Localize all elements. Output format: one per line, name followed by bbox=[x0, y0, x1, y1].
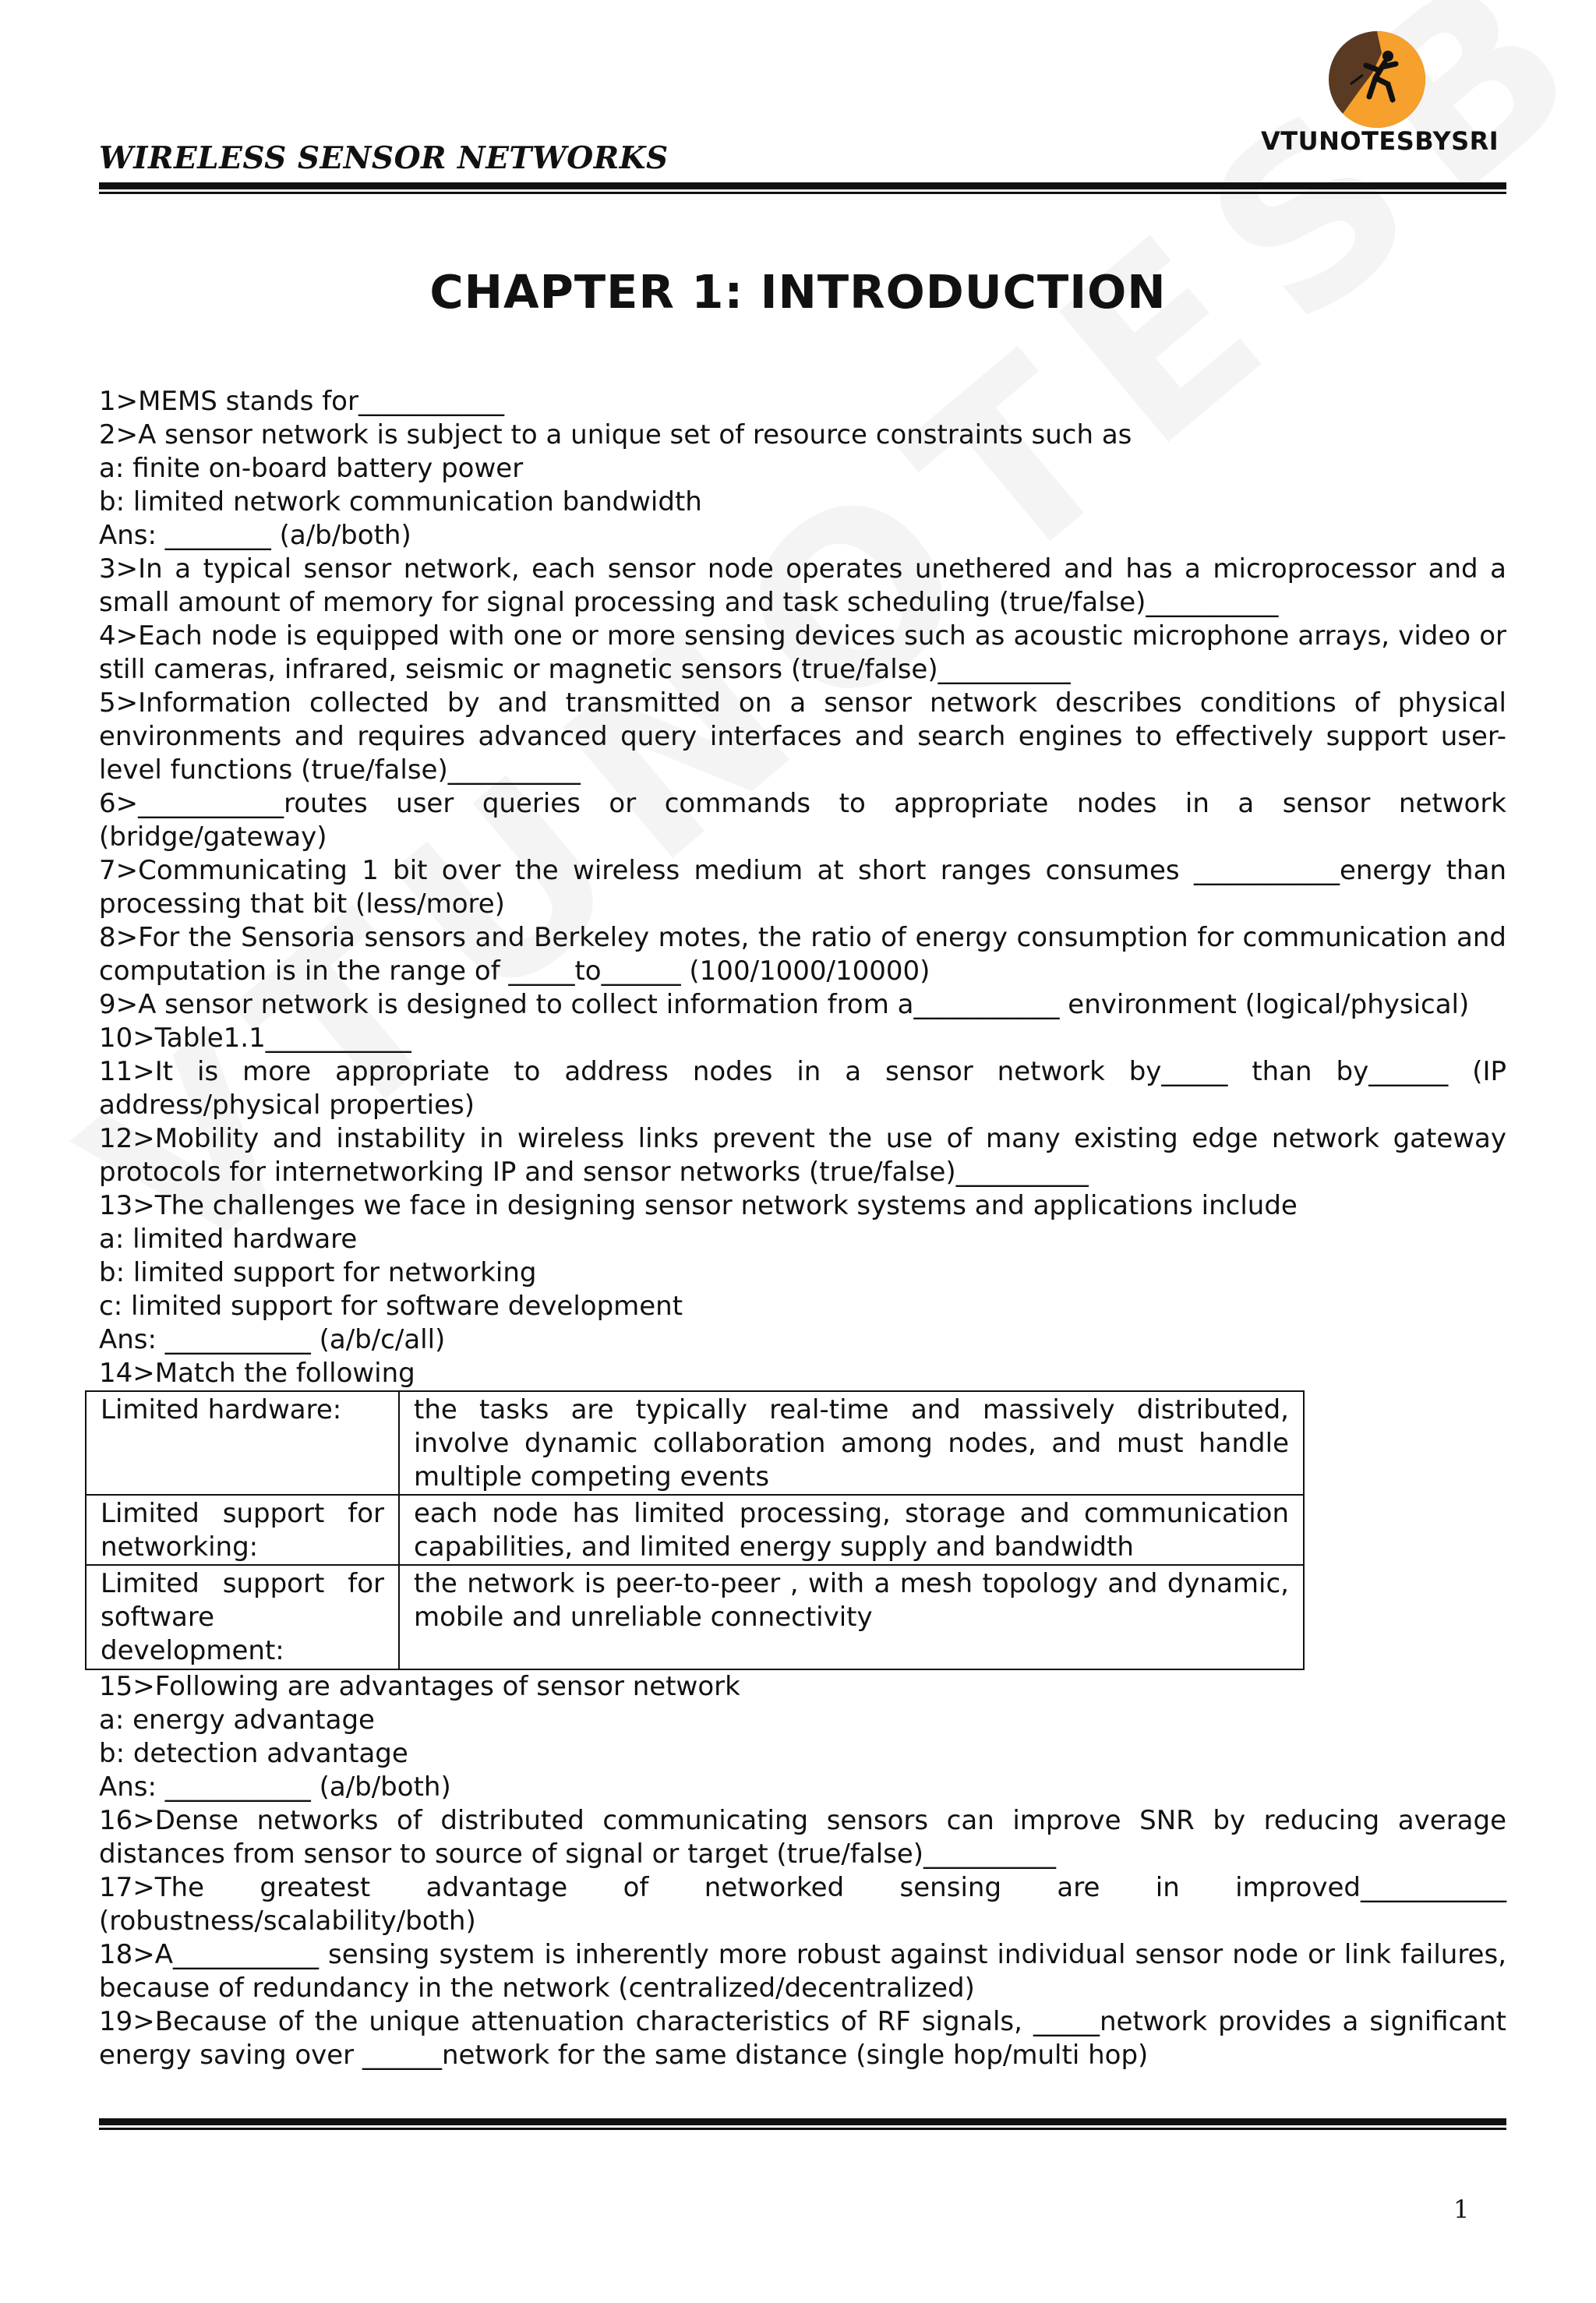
table-row bbox=[86, 1391, 1304, 1495]
question-11: 11>It is more appropriate to address nodes in a sensor network by_____ than by______ (IP address/physical properties) bbox=[99, 1056, 1506, 1121]
question-18: 18>A___________ sensing system is inherently more robust against individual sensor node or link failures, because of redundancy in the network (centralized/decentralized) bbox=[99, 1939, 1506, 2004]
question-8: 8>For the Sensoria sensors and Berkeley motes, the ratio of energy consumption for communication and computation is in the range of _____to______ (100/1000/10000) bbox=[99, 922, 1506, 987]
question-19: 19>Because of the unique attenuation characteristics of RF signals, _____network provides a significant energy saving over ______network for the same distance (single hop/multi hop) bbox=[99, 2006, 1506, 2071]
match-left-cell: Limited hardware: bbox=[86, 1391, 399, 1495]
question-15-answer: Ans: ___________ (a/b/both) bbox=[99, 1771, 451, 1803]
footer-rule bbox=[99, 2118, 1506, 2125]
question-16: 16>Dense networks of distributed communicating sensors can improve SNR by reducing average distances from sensor to source of signal or target (true/false)__________ bbox=[99, 1805, 1506, 1870]
table-row bbox=[86, 1565, 1304, 1669]
question-15: 15>Following are advantages of sensor network bbox=[99, 1671, 740, 1702]
question-13-option-b: b: limited support for networking bbox=[99, 1257, 537, 1288]
match-table bbox=[85, 1390, 1305, 1670]
match-right-cell: the network is peer-to-peer , with a mesh topology and dynamic, mobile and unreliable connectivity bbox=[399, 1565, 1304, 1669]
page-number: 1 bbox=[1453, 2195, 1470, 2224]
table-row bbox=[86, 1495, 1304, 1565]
footer-rule-thin bbox=[99, 2128, 1506, 2130]
question-9: 9>A sensor network is designed to collect information from a___________ environment (logical/physical) bbox=[99, 989, 1470, 1020]
question-3: 3>In a typical sensor network, each sensor node operates unethered and has a microprocessor and a small amount of memory for signal processing and task scheduling (true/false)__________ bbox=[99, 553, 1506, 618]
question-7: 7>Communicating 1 bit over the wireless medium at short ranges consumes ___________energy than processing that bit (less/more) bbox=[99, 855, 1506, 920]
question-2-answer: Ans: ________ (a/b/both) bbox=[99, 520, 411, 551]
match-right-cell: each node has limited processing, storage and communication capabilities, and limited energy supply and bandwidth bbox=[399, 1495, 1304, 1565]
climber-logo-icon bbox=[1327, 30, 1427, 129]
question-2: 2>A sensor network is subject to a unique set of resource constraints such as bbox=[99, 419, 1132, 450]
chapter-title: CHAPTER 1: INTRODUCTION bbox=[429, 265, 1167, 319]
question-list bbox=[99, 385, 1506, 2072]
question-2-option-a: a: finite on-board battery power bbox=[99, 453, 524, 484]
header-rule-thin bbox=[99, 192, 1506, 194]
match-left-cell: Limited support for networking: bbox=[86, 1495, 399, 1565]
header-rule bbox=[99, 182, 1506, 189]
match-left-cell: Limited support for software development: bbox=[86, 1565, 399, 1669]
question-2-option-b: b: limited network communication bandwidth bbox=[99, 486, 702, 517]
header-title: WIRELESS SENSOR NETWORKS bbox=[99, 140, 669, 176]
brand-name: VTUNOTESBYSRI bbox=[1261, 126, 1499, 156]
question-17: 17>The greatest advantage of networked sensing are in improved___________ (robustness/scalability/both) bbox=[99, 1872, 1506, 1937]
match-right-cell: the tasks are typically real-time and massively distributed, involve dynamic collaboration among nodes, and must handle multiple competing events bbox=[399, 1391, 1304, 1495]
brand-logo bbox=[1261, 25, 1499, 165]
question-1: 1>MEMS stands for___________ bbox=[99, 386, 504, 417]
question-4: 4>Each node is equipped with one or more sensing devices such as acoustic microphone arrays, video or still cameras, infrared, seismic or magnetic sensors (true/false)__________ bbox=[99, 620, 1506, 685]
question-13-option-c: c: limited support for software development bbox=[99, 1291, 683, 1322]
question-15-option-b: b: detection advantage bbox=[99, 1738, 408, 1769]
question-13-option-a: a: limited hardware bbox=[99, 1224, 358, 1255]
question-10: 10>Table1.1___________ bbox=[99, 1023, 411, 1054]
question-6: 6>___________routes user queries or commands to appropriate nodes in a sensor network (bridge/gateway) bbox=[99, 788, 1506, 853]
question-14: 14>Match the following bbox=[99, 1358, 415, 1389]
question-13: 13>The challenges we face in designing sensor network systems and applications include bbox=[99, 1190, 1298, 1221]
question-12: 12>Mobility and instability in wireless links prevent the use of many existing edge network gateway protocols for internetworking IP and sensor networks (true/false)__________ bbox=[99, 1123, 1506, 1188]
question-15-option-a: a: energy advantage bbox=[99, 1704, 375, 1736]
question-13-answer: Ans: ___________ (a/b/c/all) bbox=[99, 1324, 446, 1355]
question-5: 5>Information collected by and transmitted on a sensor network describes conditions of physical environments and requires advanced query interfaces and search engines to effectively support user-level functions (true/false)__________ bbox=[99, 687, 1506, 786]
